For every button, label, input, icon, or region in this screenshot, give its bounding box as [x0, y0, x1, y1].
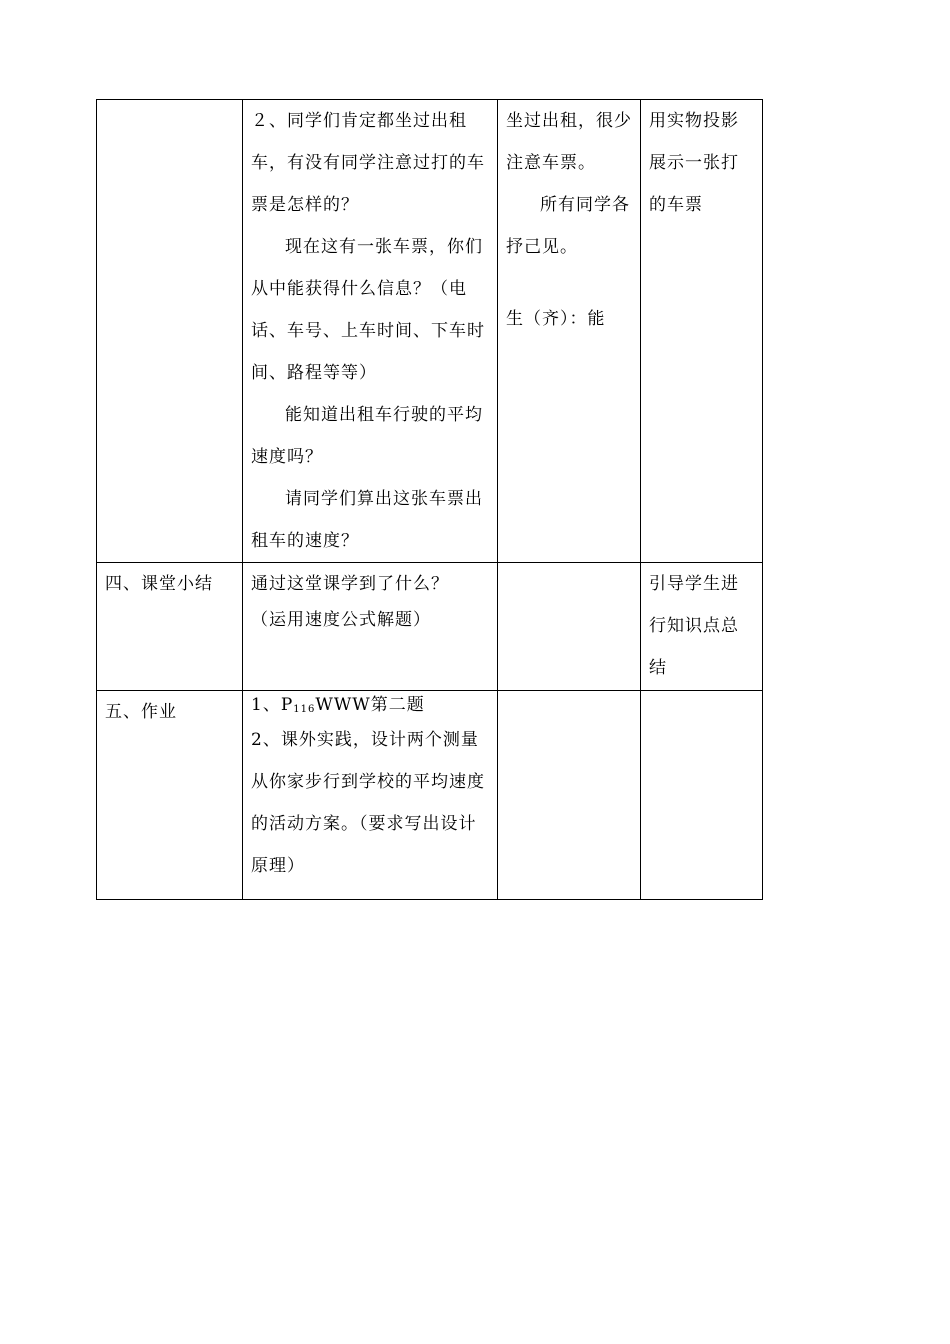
teacher-text: 能知道出租车行驶的平均速度吗？: [251, 405, 483, 467]
teacher-text: 请同学们算出这张车票出租车的速度？: [251, 489, 483, 551]
table-row: [97, 563, 763, 691]
notes-cell: 引导学生进行知识点总结: [641, 563, 763, 691]
student-text: 生（齐）：能: [506, 309, 606, 329]
homework-item: [251, 691, 489, 719]
teacher-activity-cell: [243, 100, 498, 563]
notes-cell: [641, 691, 763, 900]
section-cell: 五、作业: [97, 691, 243, 900]
teacher-text: （运用速度公式解题）: [251, 610, 431, 630]
teacher-text: 现在这有一张车票，你们从中能获得什么信息？（电话、车号、上车时间、下车时间、路程等等）: [251, 237, 485, 383]
table-row: [97, 100, 763, 563]
page-number: 116: [293, 704, 316, 715]
homework-prefix: 1、P: [251, 695, 294, 715]
student-activity-cell: [498, 100, 641, 563]
student-text: 所有同学各抒己见。: [506, 195, 630, 257]
section-cell: [97, 100, 243, 563]
teacher-text: ２、同学们肯定都坐过出租车，有没有同学注意过打的车票是怎样的？: [251, 111, 485, 215]
student-text: 坐过出租，很少注意车票。: [506, 111, 632, 173]
student-activity-cell: [498, 691, 641, 900]
section-cell: 四、课堂小结: [97, 563, 243, 691]
notes-cell: 用实物投影展示一张打的车票: [641, 100, 763, 563]
teacher-text: 通过这堂课学到了什么？: [251, 574, 449, 594]
teacher-activity-cell: [243, 691, 498, 900]
table-row: [97, 691, 763, 900]
student-activity-cell: [498, 563, 641, 691]
homework-suffix: WWW第二题: [315, 695, 425, 715]
homework-item: 2、课外实践，设计两个测量从你家步行到学校的平均速度的活动方案。（要求写出设计原理）: [251, 730, 485, 876]
lesson-plan-table: [96, 99, 763, 900]
teacher-activity-cell: [243, 563, 498, 691]
